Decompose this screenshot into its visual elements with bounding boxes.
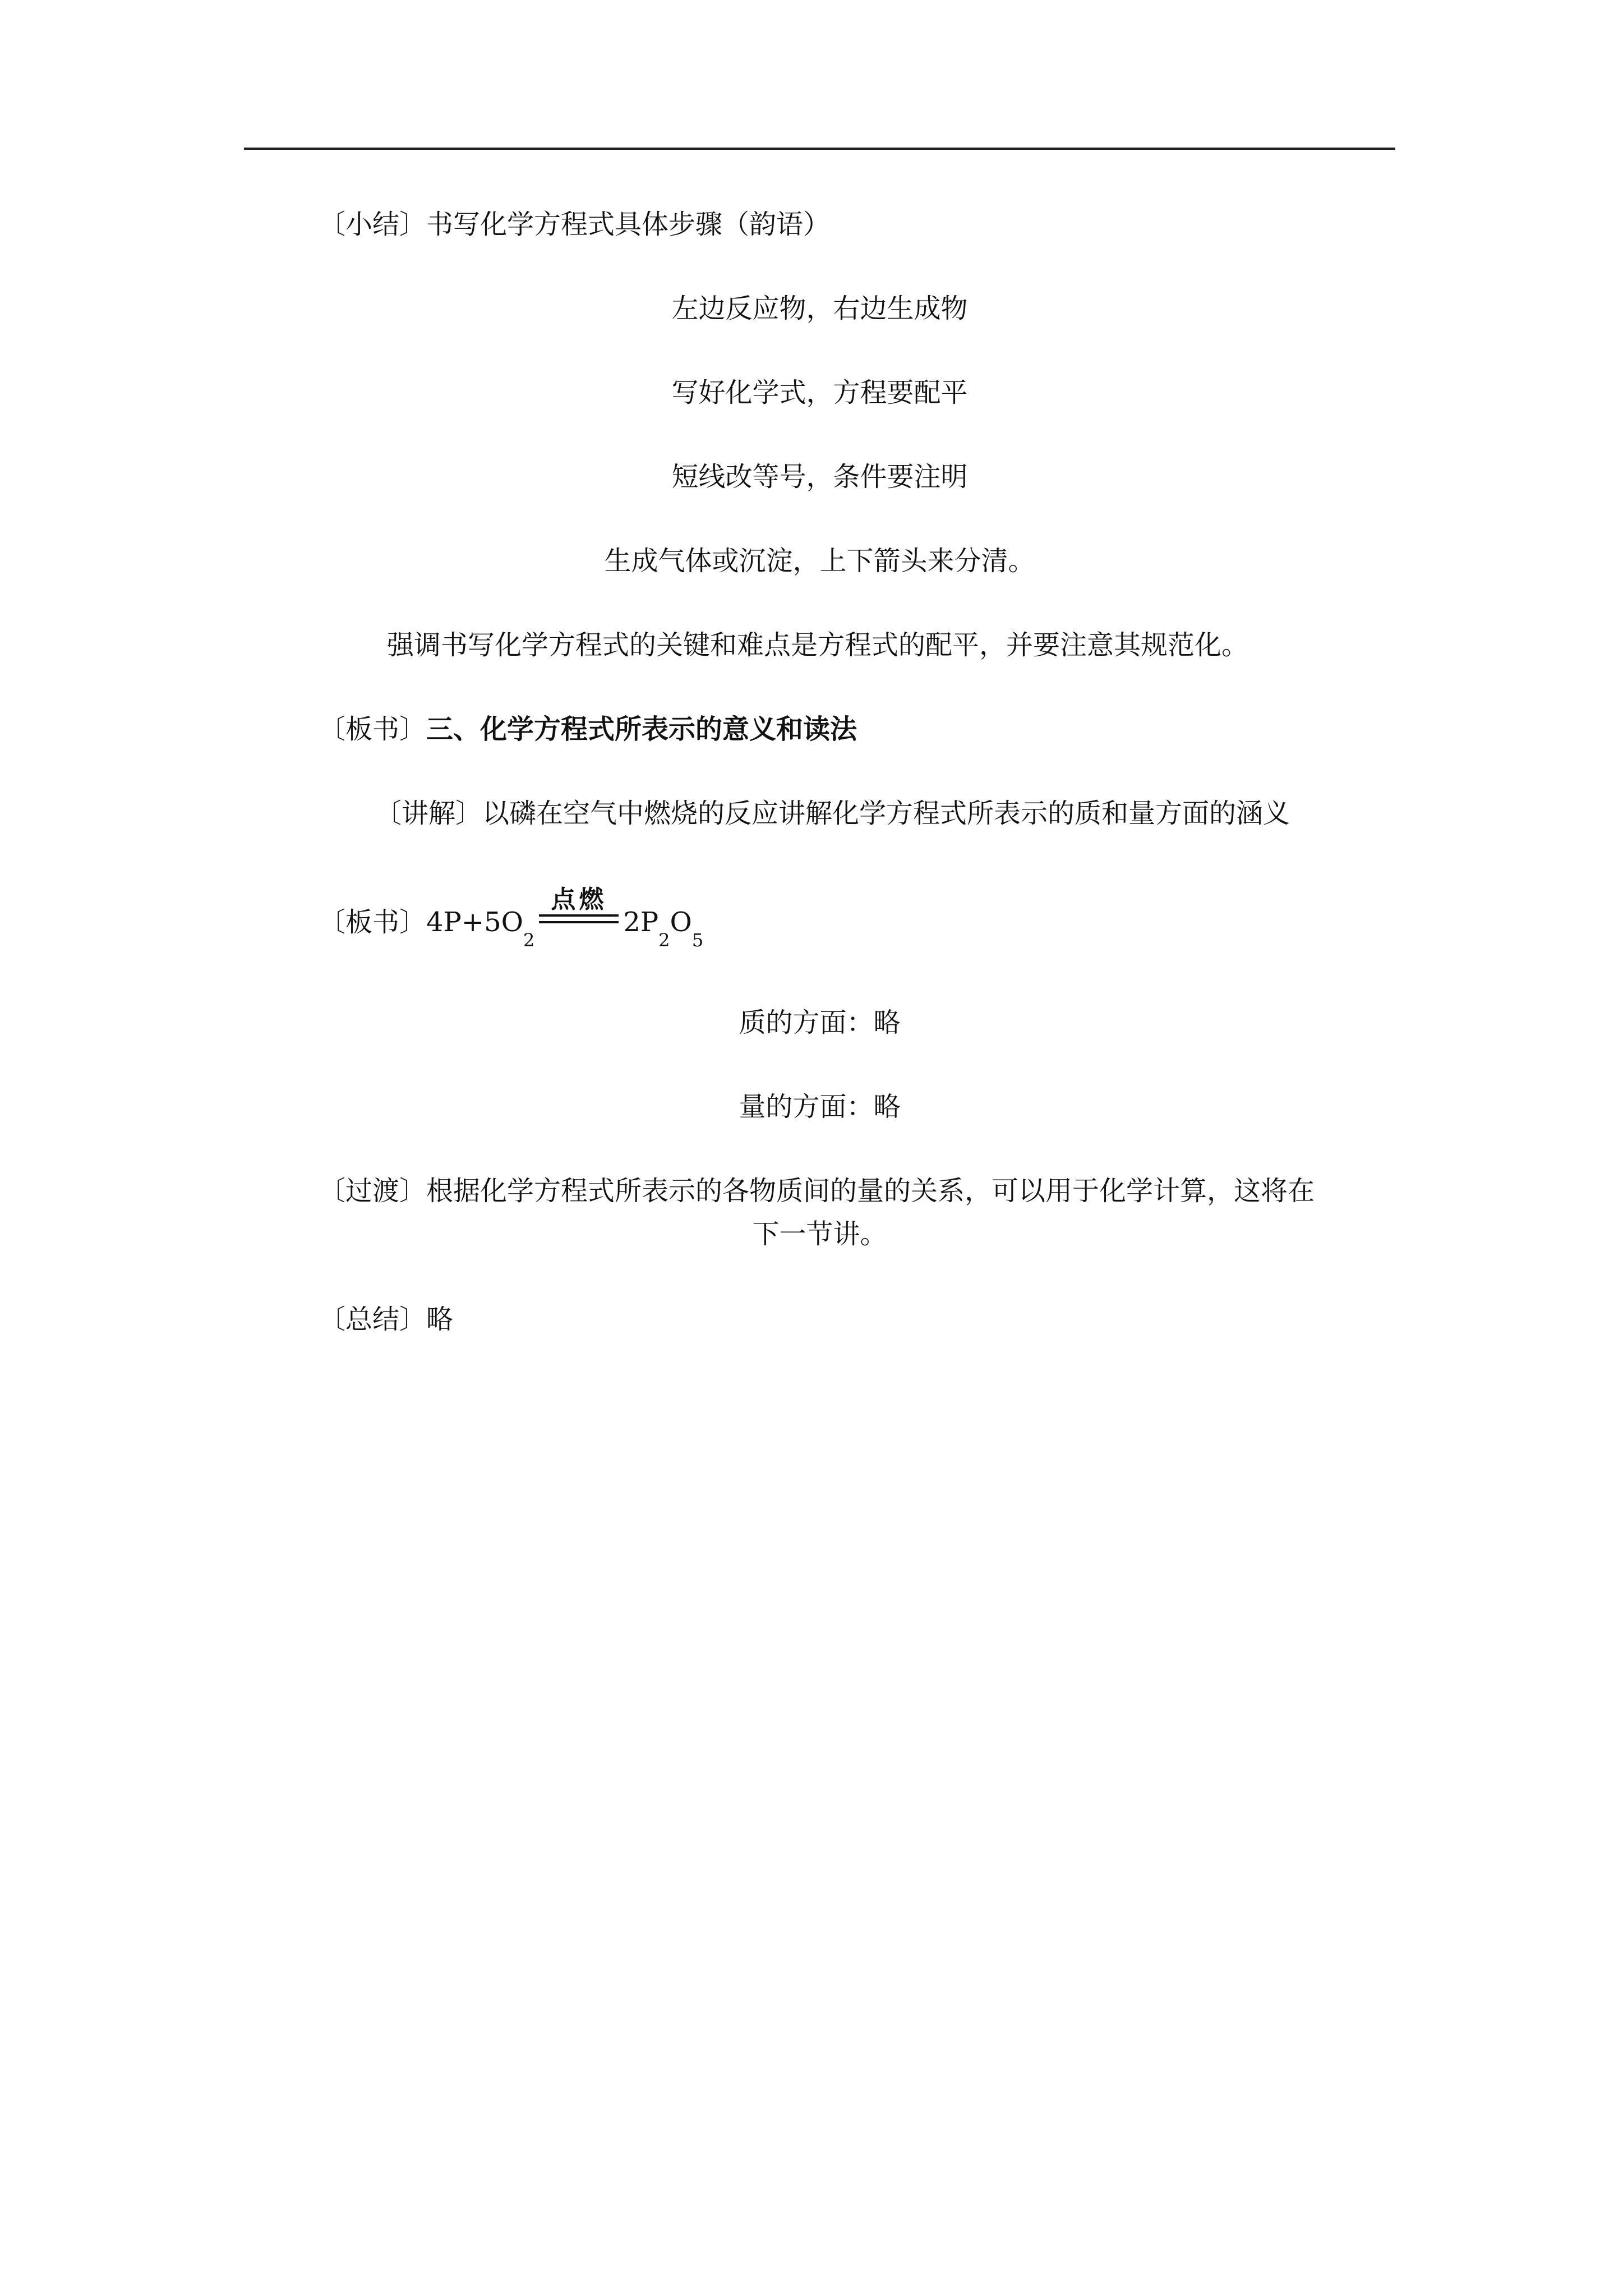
explain-tag: 〔讲解〕 — [375, 798, 483, 829]
rhyme-line-2: 写好化学式，方程要配平 — [671, 377, 968, 408]
chemical-equation: 4P+5O 2 点燃 2P 2 O 5 — [426, 904, 703, 940]
board-heading-tag: 〔板书〕 — [319, 714, 427, 745]
transition-line — [319, 1173, 1315, 1209]
equals-bar-bottom — [539, 921, 619, 923]
summary-text: 书写化学方程式具体步骤（韵语） — [426, 209, 831, 240]
quantity-line: 量的方面：略 — [739, 1091, 901, 1122]
equation-lhs: 4P+5O — [426, 907, 523, 938]
conclusion-text: 略 — [426, 1304, 454, 1335]
equals-bar-top — [539, 914, 619, 917]
rhyme-line-1: 左边反应物，右边生成物 — [671, 293, 968, 324]
summary-line — [319, 206, 830, 242]
quality-line: 质的方面：略 — [739, 1007, 901, 1038]
transition-continued: 下一节讲。 — [752, 1218, 887, 1250]
conclusion-line — [319, 1301, 453, 1337]
equation-rhs-a: 2P — [623, 907, 659, 938]
explain-line — [375, 795, 1290, 831]
transition-tag: 〔过渡〕 — [319, 1175, 427, 1207]
rhyme-line-4: 生成气体或沉淀，上下箭头来分清。 — [604, 545, 1035, 577]
equation-rhs-b: O — [670, 907, 692, 938]
reaction-condition-label: 点燃 — [551, 885, 607, 914]
equation-line — [319, 885, 704, 951]
emphasis-line: 强调书写化学方程式的关键和难点是方程式的配平，并要注意其规范化。 — [387, 629, 1249, 661]
conclusion-tag: 〔总结〕 — [319, 1304, 427, 1335]
board-heading-text: 三、化学方程式所表示的意义和读法 — [426, 714, 857, 745]
rhyme-line-3: 短线改等号，条件要注明 — [671, 461, 968, 493]
transition-text: 根据化学方程式所表示的各物质间的量的关系，可以用于化学计算，这将在 — [426, 1175, 1315, 1207]
header-rule — [244, 148, 1395, 150]
explain-text: 以磷在空气中燃烧的反应讲解化学方程式所表示的质和量方面的涵义 — [482, 798, 1290, 829]
summary-tag: 〔小结〕 — [319, 209, 427, 240]
board-heading-line — [319, 711, 857, 747]
equation-tag: 〔板书〕 — [319, 907, 427, 938]
reaction-condition — [537, 885, 621, 940]
